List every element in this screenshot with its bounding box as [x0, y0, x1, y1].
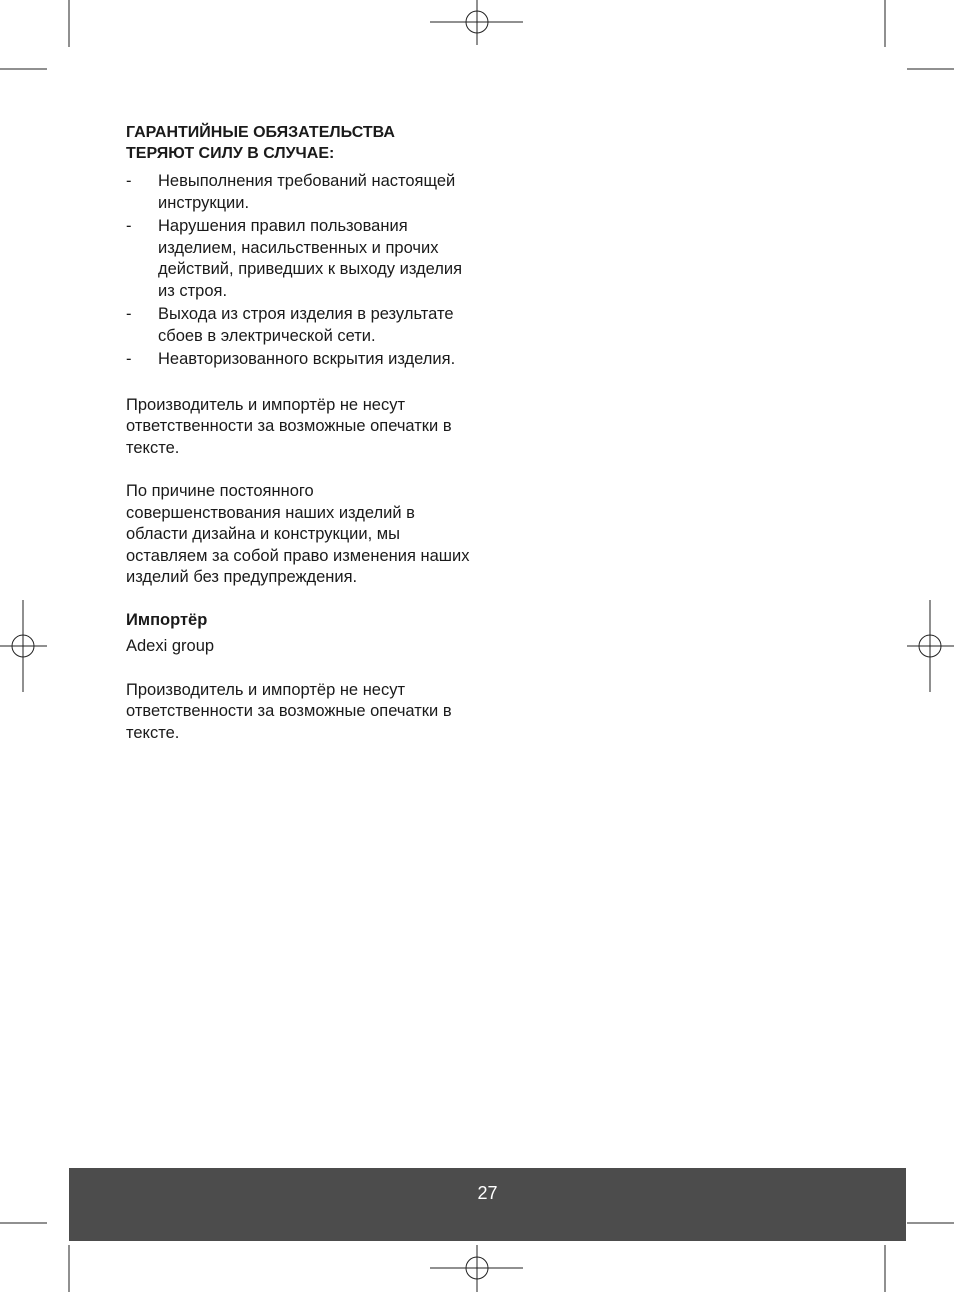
page-number: 27 [477, 1183, 498, 1203]
bullet-dash: - [126, 172, 132, 190]
list-item-text: Выхода из строя изделия в результате сбоев в электрической сети. [158, 305, 454, 345]
disclaimer-paragraph-2: Производитель и импортёр не несут ответственности за возможные опечатки в тексте. [126, 680, 452, 742]
warranty-heading [126, 122, 471, 164]
warranty-heading-line-2: ТЕРЯЮТ СИЛУ В СЛУЧАЕ: [126, 145, 335, 162]
list-item-text: Невыполнения требований настоящей инструкции. [158, 172, 456, 212]
footer-bar [69, 1168, 906, 1241]
list-item [126, 216, 471, 302]
importer-label: Импортёр [126, 610, 208, 629]
warranty-conditions-list [126, 171, 471, 371]
disclaimer-paragraph: Производитель и импортёр не несут ответственности за возможные опечатки в тексте. [126, 395, 452, 457]
list-item-text: Нарушения правил пользования изделием, насильственных и прочих действий, приведших к выходу изделия из строя. [158, 217, 463, 300]
list-item [126, 304, 471, 347]
list-item [126, 171, 471, 214]
importer-name: Adexi group [126, 637, 215, 655]
bullet-dash: - [126, 217, 132, 235]
bullet-dash: - [126, 305, 132, 323]
bullet-dash: - [126, 350, 132, 368]
list-item [126, 349, 471, 371]
warranty-heading-line-1: ГАРАНТИЙНЫЕ ОБЯЗАТЕЛЬСТВА [126, 124, 395, 141]
list-item-text: Неавторизованного вскрытия изделия. [158, 350, 456, 368]
design-notice-paragraph: По причине постоянного совершенствования наших изделий в области дизайна и конструкции, мы оставляем за собой право изменения наших изделий без предупреждения. [126, 482, 470, 586]
page-content [126, 122, 471, 744]
